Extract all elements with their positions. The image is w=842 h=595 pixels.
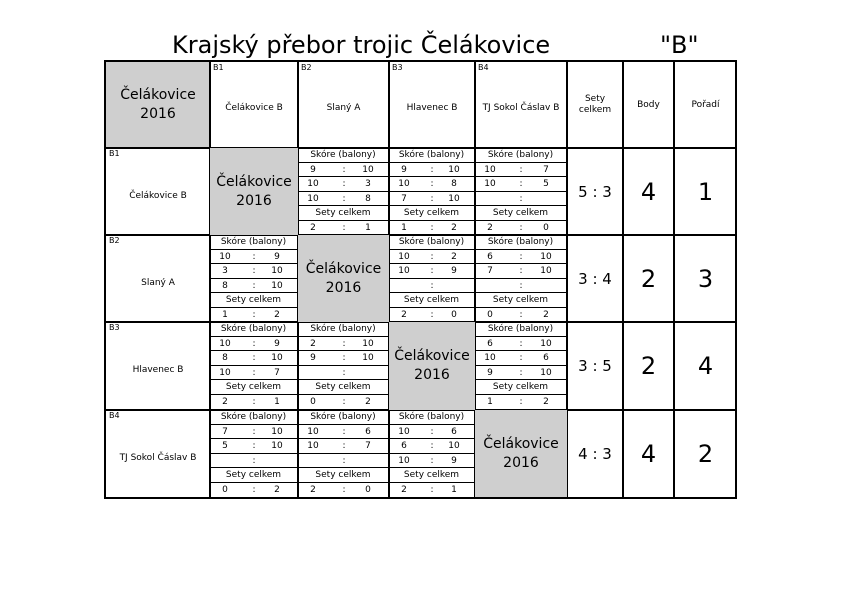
team-name: TJ Sokol Čáslav B — [482, 103, 560, 113]
score-away: 1 — [274, 396, 280, 407]
sets-row — [389, 308, 474, 323]
score-colon: : — [252, 396, 256, 407]
score-label: Skóre (balony) — [298, 322, 388, 337]
diag-line1: Čelákovice — [483, 435, 559, 452]
game-row — [475, 192, 566, 207]
diagonal-cell — [298, 235, 389, 322]
score-home: 5 — [222, 441, 228, 451]
score-home: 10 — [307, 426, 319, 437]
score-home: 9 — [487, 367, 493, 378]
rank-value: 4 — [697, 352, 714, 380]
score-home: 10 — [398, 179, 410, 189]
team-name: Slaný A — [326, 103, 361, 113]
score-colon: : — [342, 193, 346, 204]
score-colon: : — [430, 266, 434, 276]
score-away: 8 — [451, 179, 457, 189]
header-team-4 — [475, 62, 567, 148]
diagonal-cell — [475, 410, 567, 497]
game-row — [298, 351, 388, 366]
score-home: 10 — [484, 179, 496, 189]
diag-line2: 2016 — [325, 279, 362, 296]
score-away: 10 — [271, 441, 283, 451]
diag-line1: Čelákovice — [216, 173, 292, 190]
score-home: 6 — [487, 251, 493, 262]
score-colon: : — [342, 396, 346, 407]
score-away: 0 — [543, 222, 549, 233]
score-colon: : — [342, 484, 346, 495]
score-label: Skóre (balony) — [475, 148, 566, 163]
score-home: 2 — [310, 338, 316, 349]
score-away: 10 — [540, 266, 552, 276]
score-home: 10 — [219, 367, 231, 378]
score-home: 10 — [219, 338, 231, 349]
score-home: 7 — [401, 193, 407, 204]
game-row — [389, 454, 474, 469]
score-colon: : — [519, 251, 523, 262]
score-away: 2 — [365, 396, 371, 407]
score-home: 1 — [401, 222, 407, 233]
score-colon: : — [519, 193, 523, 204]
game-row — [475, 351, 566, 366]
sets-label: Sety celkem — [210, 468, 297, 483]
score-home: 0 — [310, 396, 316, 407]
score-colon: : — [252, 367, 256, 378]
score-away: 8 — [365, 193, 371, 204]
game-row — [298, 439, 388, 454]
team-name: Hlavenec B — [406, 103, 458, 113]
score-colon: : — [430, 455, 434, 466]
score-home: 3 — [222, 266, 228, 276]
game-row — [210, 279, 297, 294]
header-team-2 — [298, 62, 389, 148]
score-home: 0 — [222, 484, 228, 495]
diagonal-cell — [389, 322, 475, 410]
match-cell — [298, 322, 388, 409]
score-home: 6 — [487, 338, 493, 349]
score-colon: : — [342, 164, 346, 175]
score-away: 10 — [362, 164, 374, 175]
score-label: Skóre (balony) — [298, 148, 388, 163]
match-cell — [475, 235, 566, 321]
score-away: 2 — [451, 251, 457, 262]
match-cell — [389, 148, 474, 234]
sets-label: Sety celkem — [389, 206, 474, 221]
game-row — [389, 177, 474, 192]
score-colon: : — [342, 426, 346, 437]
match-cell — [475, 148, 566, 234]
score-away: 10 — [540, 338, 552, 349]
sets-label: Sety celkem — [210, 380, 297, 395]
team-name: Slaný A — [141, 278, 175, 288]
score-colon: : — [519, 164, 523, 175]
score-away: 10 — [540, 251, 552, 262]
game-row — [210, 264, 297, 279]
score-home: 2 — [401, 309, 407, 320]
sets-row — [389, 483, 474, 498]
team-code: B2 — [301, 63, 312, 72]
game-row — [475, 163, 566, 178]
score-home: 8 — [222, 280, 228, 291]
game-row — [210, 351, 297, 366]
team-code: B4 — [478, 63, 489, 72]
match-cell — [389, 410, 474, 496]
sets-row — [298, 221, 388, 236]
header-team-1 — [210, 62, 298, 148]
team-name: Hlavenec B — [132, 365, 184, 375]
score-home: 10 — [484, 164, 496, 175]
game-row — [298, 366, 388, 381]
sets-row — [210, 483, 297, 498]
header-points: Body — [637, 99, 660, 110]
score-home: 6 — [401, 441, 407, 451]
score-colon: : — [342, 222, 346, 233]
match-cell — [210, 322, 297, 409]
row-team-2 — [106, 235, 210, 322]
row-team-1 — [106, 148, 210, 235]
sets-row — [298, 483, 388, 498]
game-row — [298, 425, 388, 440]
points-value: 4 — [640, 177, 657, 206]
sets-row — [475, 308, 566, 323]
team-code: B1 — [109, 149, 120, 158]
score-home: 9 — [401, 164, 407, 175]
game-row — [210, 439, 297, 454]
team-code: B1 — [213, 63, 224, 72]
score-colon: : — [430, 484, 434, 495]
score-away: 2 — [274, 309, 280, 320]
game-row — [475, 250, 566, 265]
score-home: 2 — [310, 222, 316, 233]
score-away: 3 — [365, 179, 371, 189]
score-away: 2 — [274, 484, 280, 495]
score-label: Skóre (balony) — [210, 322, 297, 337]
score-colon: : — [342, 367, 346, 378]
diag-line2: 2016 — [503, 454, 539, 471]
score-colon: : — [430, 222, 434, 233]
score-home: 2 — [487, 222, 493, 233]
score-away: 10 — [540, 367, 552, 378]
score-home: 10 — [219, 251, 231, 262]
score-colon: : — [252, 353, 256, 363]
team-code: B3 — [392, 63, 403, 72]
match-cell — [475, 322, 566, 409]
match-cell — [298, 410, 388, 496]
row-team-3 — [106, 322, 210, 410]
score-label: Skóre (balony) — [210, 235, 297, 250]
score-home: 10 — [484, 353, 496, 363]
score-colon: : — [519, 280, 523, 291]
score-home: 1 — [487, 396, 493, 407]
sets-total-value: 3 : 4 — [578, 269, 612, 288]
score-home: 0 — [487, 309, 493, 320]
sets-total-value: 3 : 5 — [578, 357, 612, 375]
sets-row — [298, 395, 388, 410]
score-home: 10 — [307, 193, 319, 204]
score-away: 0 — [451, 309, 457, 320]
game-row — [298, 163, 388, 178]
score-label: Skóre (balony) — [475, 322, 566, 337]
score-home: 10 — [307, 179, 319, 189]
score-home: 1 — [222, 309, 228, 320]
sets-label: Sety celkem — [389, 468, 474, 483]
sets-label: Sety celkem — [210, 293, 297, 308]
score-home: 10 — [398, 251, 410, 262]
score-home: 10 — [398, 455, 410, 466]
header-sets-total: Sety celkem — [578, 94, 612, 115]
score-colon: : — [252, 484, 256, 495]
score-colon: : — [342, 179, 346, 189]
team-code: B4 — [109, 411, 120, 420]
game-row — [210, 337, 297, 352]
game-row — [389, 163, 474, 178]
game-row — [389, 192, 474, 207]
results-table — [104, 60, 737, 499]
score-away: 1 — [365, 222, 371, 233]
game-row — [210, 454, 297, 469]
score-colon: : — [342, 353, 346, 363]
score-colon: : — [342, 338, 346, 349]
score-away: 10 — [448, 441, 460, 451]
score-label: Skóre (balony) — [210, 410, 297, 425]
game-row — [298, 454, 388, 469]
sets-label: Sety celkem — [389, 293, 474, 308]
score-colon: : — [519, 367, 523, 378]
score-away: 1 — [451, 484, 457, 495]
score-away: 7 — [543, 164, 549, 175]
team-name: TJ Sokol Čáslav B — [119, 453, 197, 463]
score-colon: : — [519, 309, 523, 320]
score-colon: : — [430, 441, 434, 451]
corner-label: Čelákovice 2016 — [106, 62, 210, 148]
score-away: 10 — [271, 426, 283, 437]
score-colon: : — [430, 280, 434, 291]
score-colon: : — [430, 193, 434, 204]
score-colon: : — [430, 251, 434, 262]
sets-row — [389, 221, 474, 236]
game-row — [389, 279, 474, 294]
score-colon: : — [519, 338, 523, 349]
score-home: 8 — [222, 353, 228, 363]
sets-row — [475, 221, 566, 236]
score-colon: : — [519, 353, 523, 363]
score-away: 5 — [543, 179, 549, 189]
game-row — [298, 177, 388, 192]
score-colon: : — [430, 309, 434, 320]
score-home: 2 — [401, 484, 407, 495]
sets-total-value: 4 : 3 — [578, 444, 612, 463]
score-away: 6 — [365, 426, 371, 437]
score-colon: : — [430, 164, 434, 175]
score-label: Skóre (balony) — [475, 235, 566, 250]
score-label: Skóre (balony) — [389, 148, 474, 163]
score-colon: : — [252, 266, 256, 276]
score-colon: : — [519, 179, 523, 189]
match-cell — [298, 148, 388, 234]
game-row — [475, 337, 566, 352]
group-label: "B" — [660, 31, 699, 59]
score-away: 7 — [365, 441, 371, 451]
sets-label: Sety celkem — [298, 468, 388, 483]
game-row — [475, 264, 566, 279]
score-home: 10 — [398, 266, 410, 276]
diag-line1: Čelákovice — [394, 348, 470, 364]
score-away: 6 — [451, 426, 457, 437]
match-cell — [389, 235, 474, 321]
score-home: 9 — [310, 353, 316, 363]
score-colon: : — [342, 455, 346, 466]
team-code: B2 — [109, 236, 120, 245]
score-away: 10 — [271, 280, 283, 291]
sets-row — [210, 395, 297, 410]
score-colon: : — [252, 441, 256, 451]
score-colon: : — [519, 396, 523, 407]
score-home: 7 — [222, 426, 228, 437]
points-value: 4 — [640, 439, 657, 468]
sets-row — [475, 395, 566, 410]
score-away: 10 — [271, 353, 283, 363]
team-name: Čelákovice B — [129, 191, 187, 201]
score-away: 2 — [451, 222, 457, 233]
game-row — [389, 425, 474, 440]
team-name: Čelákovice B — [225, 103, 283, 113]
sets-row — [210, 308, 297, 323]
game-row — [210, 425, 297, 440]
score-away: 9 — [274, 338, 280, 349]
score-away: 10 — [448, 164, 460, 175]
game-row — [389, 264, 474, 279]
game-row — [298, 192, 388, 207]
game-row — [210, 250, 297, 265]
game-row — [475, 366, 566, 381]
score-colon: : — [430, 179, 434, 189]
score-away: 7 — [274, 367, 280, 378]
score-away: 2 — [543, 396, 549, 407]
game-row — [475, 279, 566, 294]
rank-value: 2 — [697, 439, 714, 468]
score-away: 6 — [543, 353, 549, 363]
score-colon: : — [252, 338, 256, 349]
row-team-4 — [106, 410, 210, 497]
score-label: Skóre (balony) — [298, 410, 388, 425]
diag-line1: Čelákovice — [305, 260, 382, 277]
points-value: 2 — [640, 264, 657, 293]
score-home: 2 — [310, 484, 316, 495]
diag-line2: 2016 — [414, 367, 450, 383]
score-home: 9 — [310, 164, 316, 175]
game-row — [389, 439, 474, 454]
score-away: 10 — [448, 193, 460, 204]
score-colon: : — [252, 426, 256, 437]
rank-value: 1 — [697, 177, 714, 206]
sets-label: Sety celkem — [475, 293, 566, 308]
game-row — [298, 337, 388, 352]
score-colon: : — [430, 426, 434, 437]
score-label: Skóre (balony) — [389, 235, 474, 250]
match-cell — [210, 410, 297, 496]
score-away: 10 — [362, 338, 374, 349]
score-colon: : — [519, 222, 523, 233]
score-colon: : — [342, 441, 346, 451]
score-label: Skóre (balony) — [389, 410, 474, 425]
header-rank: Pořadí — [691, 99, 720, 110]
score-away: 2 — [543, 309, 549, 320]
sets-total-value: 5 : 3 — [578, 182, 612, 201]
score-home: 10 — [398, 426, 410, 437]
score-away: 10 — [362, 353, 374, 363]
score-colon: : — [252, 309, 256, 320]
score-home: 2 — [222, 396, 228, 407]
team-code: B3 — [109, 323, 120, 332]
diag-line2: 2016 — [236, 192, 272, 209]
score-away: 9 — [451, 266, 457, 276]
score-colon: : — [252, 251, 256, 262]
page-title: Krajský přebor trojic Čelákovice — [172, 31, 551, 59]
score-colon: : — [519, 266, 523, 276]
sets-label: Sety celkem — [298, 206, 388, 221]
game-row — [210, 366, 297, 381]
score-colon: : — [252, 280, 256, 291]
diagonal-cell — [210, 148, 298, 235]
score-away: 9 — [274, 251, 280, 262]
sets-label: Sety celkem — [475, 380, 566, 395]
score-away: 10 — [271, 266, 283, 276]
score-away: 9 — [451, 455, 457, 466]
header-team-3 — [389, 62, 475, 148]
score-home: 7 — [487, 266, 493, 276]
score-colon: : — [252, 455, 256, 466]
sets-label: Sety celkem — [475, 206, 566, 221]
game-row — [475, 177, 566, 192]
rank-value: 3 — [697, 264, 714, 293]
match-cell — [210, 235, 297, 321]
points-value: 2 — [640, 352, 657, 380]
score-home: 10 — [307, 441, 319, 451]
game-row — [389, 250, 474, 265]
sets-label: Sety celkem — [298, 380, 388, 395]
score-away: 0 — [365, 484, 371, 495]
